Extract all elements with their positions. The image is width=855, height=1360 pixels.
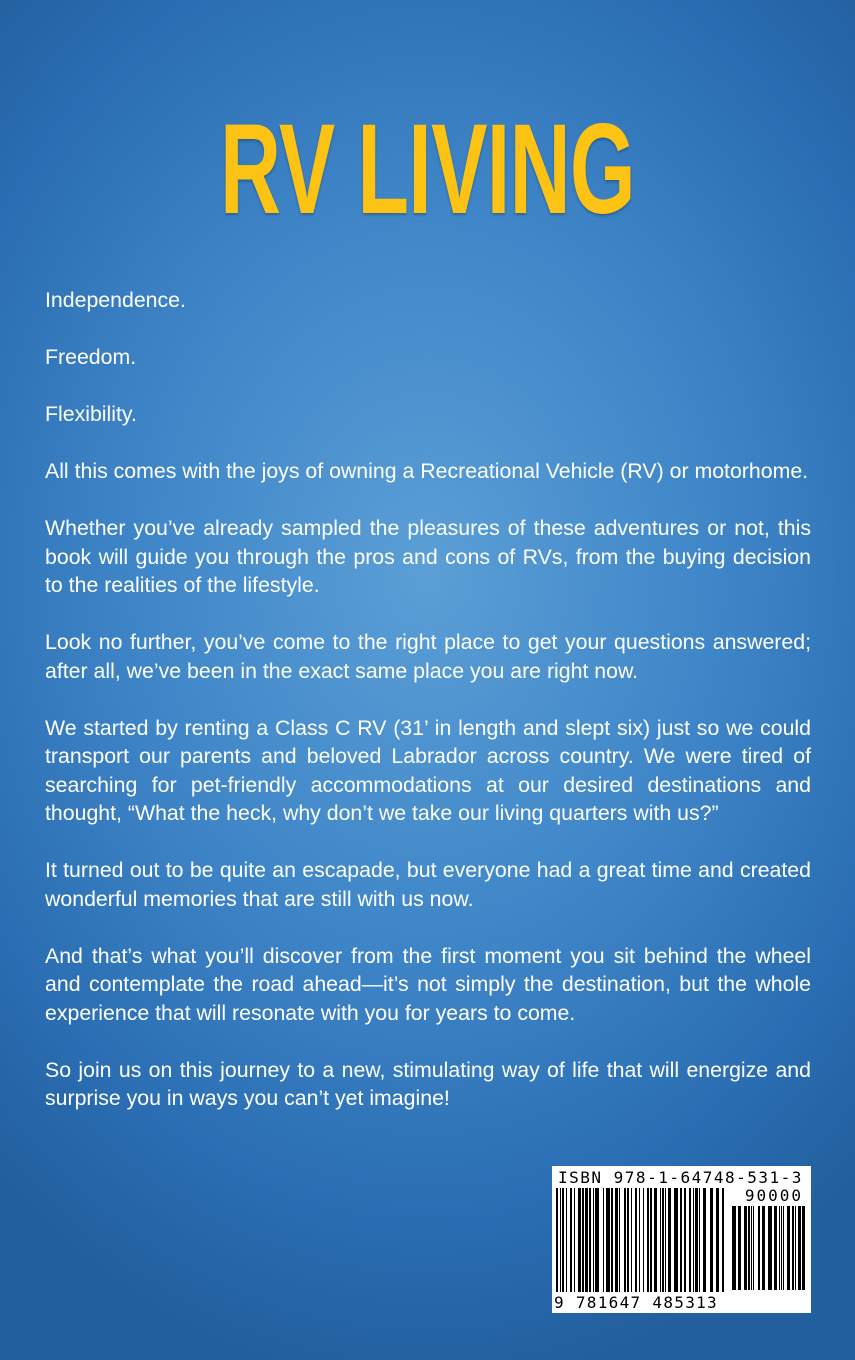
barcode-bar [779,1206,780,1290]
back-cover-blurb [45,286,811,1141]
barcode-bar [562,1188,564,1292]
barcode-bar [674,1188,678,1292]
price-code: 90000 [744,1186,803,1205]
barcode-bar [716,1188,719,1292]
barcode-bar [566,1188,567,1292]
isbn-label: ISBN 978-1-64748-531-3 [558,1168,803,1187]
barcode-bar [751,1206,752,1290]
barcode-bar [798,1206,801,1290]
barcode-bar [738,1206,741,1290]
barcode-bar [627,1188,629,1292]
barcode-bar [703,1188,706,1292]
barcode-bars [552,1166,811,1313]
barcode-bar [582,1188,584,1292]
blurb-paragraph-4: All this comes with the joys of owning a Recreational Vehicle (RV) or motorhome. [45,459,809,483]
barcode-bar [783,1206,784,1290]
barcode-bar [781,1206,782,1290]
barcode-bar [560,1188,561,1292]
barcode-bar [635,1188,637,1292]
barcode-bar [710,1188,713,1292]
barcode-bar [639,1188,640,1292]
barcode-bar [744,1206,747,1290]
barcode-bar [643,1188,644,1292]
isbn-barcode [552,1166,811,1313]
barcode-bar [680,1188,682,1292]
barcode-bar [693,1188,694,1292]
barcode-bar [792,1206,794,1290]
barcode-bar [631,1188,632,1292]
barcode-bar [787,1206,790,1290]
barcode-bar [619,1188,620,1292]
barcode-bar [624,1188,626,1292]
blurb-paragraph-5: Whether you’ve already sampled the pleasures of these adventures or not, this book will guide you through the pros and cons of RVs, from the buying decision to the realities of the lifestyle. [45,516,811,597]
blurb-paragraph-6: Look no further, you’ve come to the right place to get your questions answered; after all, we’ve been in the exact same place you are right now. [45,630,811,683]
barcode-bar [699,1188,700,1292]
barcode-bar [795,1206,796,1290]
barcode-bar [748,1206,750,1290]
barcode-bar [585,1188,588,1292]
blurb-paragraph-2: Freedom. [45,345,137,369]
blurb-paragraph-10: So join us on this journey to a new, stimulating way of life that will energize and surprise you in ways you can’t yet imagine! [45,1057,811,1110]
barcode-bar [689,1188,691,1292]
barcode-bar [650,1188,652,1292]
barcode-bar [578,1188,581,1292]
barcode-bar [753,1206,754,1290]
barcode-bar [758,1206,760,1290]
barcode-bar [762,1206,765,1290]
barcode-bar [722,1188,724,1292]
barcode-bar [615,1188,618,1292]
barcode-bar [647,1188,649,1292]
barcode-digits: 9 781647 485313 [554,1293,718,1312]
barcode-bar [660,1188,661,1292]
barcode-bar [603,1188,604,1292]
blurb-paragraph-7: We started by renting a Class C RV (31’ in length and slept six) just so we could transport our parents and beloved Labrador across country. We were tired of searching for pet-friendly accommodations at our desired destinations and thought, “What the heck, why don’t we take our living quarters with us?” [45,715,811,825]
barcode-bar [606,1188,610,1292]
barcode-bar [665,1188,666,1292]
barcode-bar [768,1206,772,1290]
book-title: RV LIVING [220,98,635,241]
barcode-bar [611,1188,613,1292]
blurb-paragraph-9: And that’s what you’ll discover from the first moment you sit behind the wheel and contemplate the road ahead—it’s not simply the destination, but the whole experience that will resonate with you for years to come. [45,943,811,1025]
barcode-bar [662,1188,664,1292]
barcode-bar [593,1188,594,1292]
blurb-paragraph-1: Independence. [45,288,186,312]
barcode-bar [654,1188,657,1292]
barcode-bar [732,1206,736,1290]
barcode-bar [574,1188,575,1292]
barcode-bar [695,1188,698,1292]
blurb-paragraph-3: Flexibility. [45,402,137,426]
blurb-paragraph-8: It turned out to be quite an escapade, but everyone had a great time and created wonderful memories that are still with us now. [45,858,811,911]
barcode-bar [684,1188,686,1292]
barcode-bar [595,1188,599,1292]
barcode-bar [668,1188,671,1292]
barcode-bar [802,1206,805,1290]
barcode-bar [570,1188,572,1292]
barcode-bar [589,1188,591,1292]
barcode-bar [774,1206,777,1290]
barcode-bar [556,1188,558,1292]
